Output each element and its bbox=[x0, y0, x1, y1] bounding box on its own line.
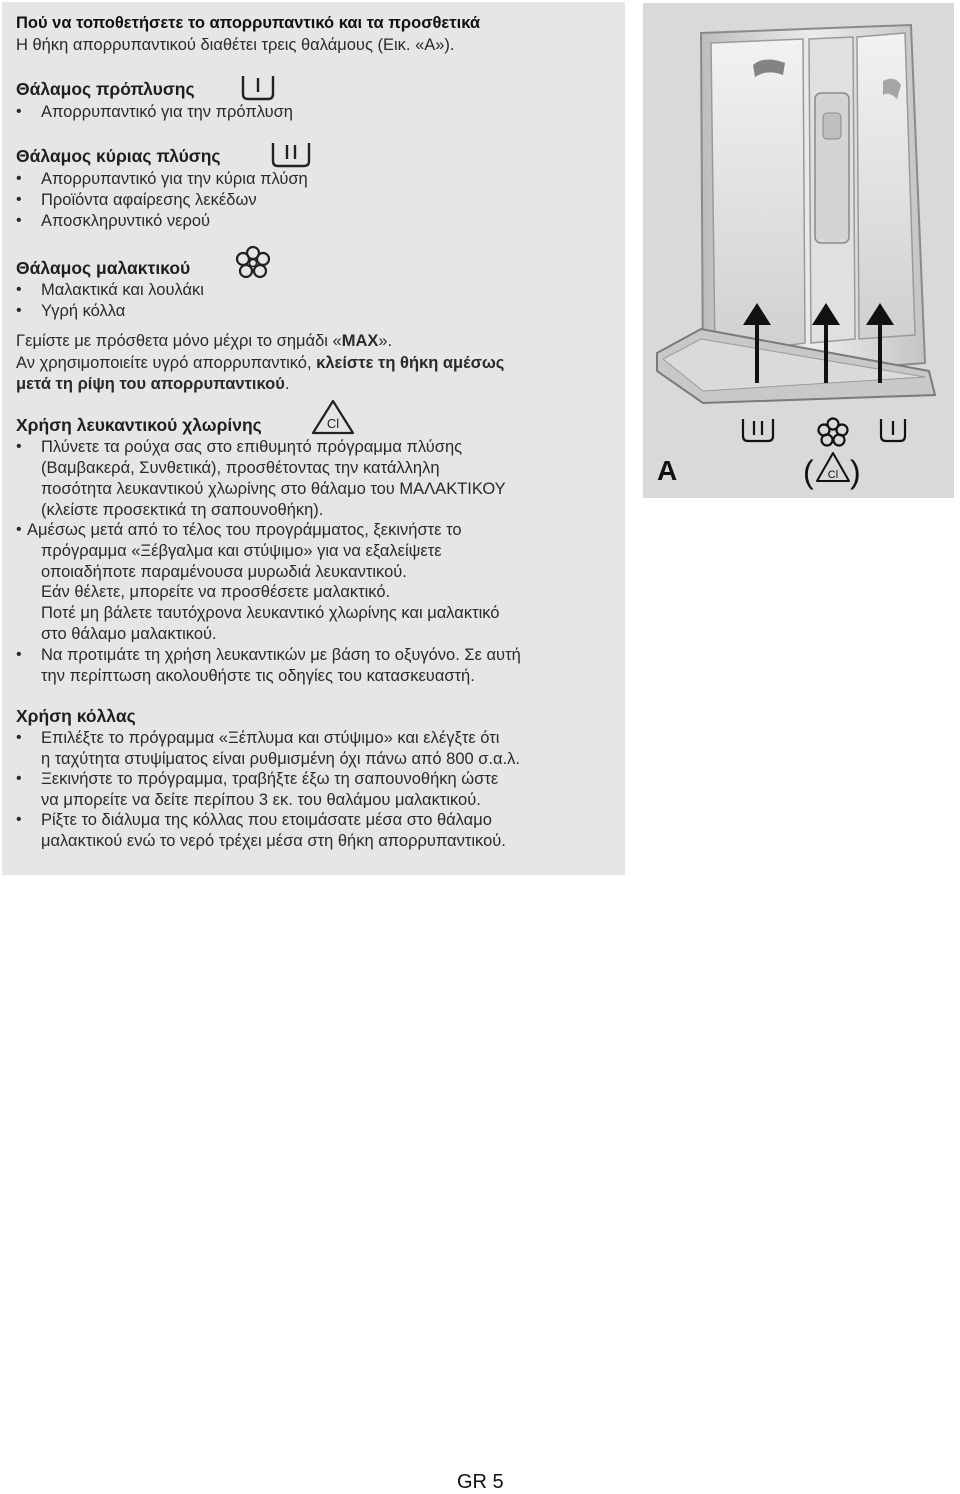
starch-text: μαλακτικού ενώ το νερό τρέχει μέσα στη θήκη απορρυπαντικού. bbox=[41, 832, 506, 850]
bullet: • bbox=[16, 646, 22, 663]
detergent-drawer-figure bbox=[643, 3, 954, 498]
list-item: Υγρή κόλλα bbox=[41, 302, 126, 320]
bullet: • bbox=[16, 103, 22, 120]
list-item: Απορρυπαντικό για την πρόπλυση bbox=[41, 103, 293, 121]
liquid-note-line2: μετά τη ρίψη του απορρυπαντικού. bbox=[16, 375, 290, 393]
intro-text: Η θήκη απορρυπαντικού διαθέτει τρεις θαλάμους (Εικ. «A»). bbox=[16, 36, 455, 54]
chlorine-triangle-icon bbox=[310, 398, 356, 436]
bleach-text: (κλείστε προσεκτικά τη σαπουνοθήκη). bbox=[41, 501, 324, 519]
bleach-text: Αμέσως μετά από το τέλος του προγράμματος, ξεκινήστε το bbox=[27, 521, 462, 539]
bullet: • bbox=[16, 521, 22, 538]
starch-text: η ταχύτητα στυψίματος είναι ρυθμισμένη όχι πάνω από 800 σ.α.λ. bbox=[41, 750, 521, 768]
svg-text:(: ( bbox=[803, 454, 814, 490]
bullet: • bbox=[16, 212, 22, 229]
starch-heading: Χρήση κόλλας bbox=[16, 706, 136, 726]
bleach-heading: Χρήση λευκαντικού χλωρίνης bbox=[16, 415, 262, 435]
list-item: Προϊόντα αφαίρεσης λεκέδων bbox=[41, 191, 257, 209]
page-title: Πού να τοποθετήσετε το απορρυπαντικό και τα προσθετικά bbox=[16, 14, 480, 32]
svg-text:Cl: Cl bbox=[326, 416, 340, 431]
softener-heading: Θάλαμος μαλακτικού bbox=[16, 258, 191, 278]
figure-label: A bbox=[657, 455, 678, 486]
page-number: GR 5 bbox=[457, 1471, 504, 1493]
prewash-compartment-icon bbox=[240, 72, 276, 102]
bleach-text: Πλύνετε τα ρούχα σας στο επιθυμητό πρόγραμμα πλύσης bbox=[41, 438, 463, 456]
list-item: Απορρυπαντικό για την κύρια πλύση bbox=[41, 170, 308, 188]
bullet: • bbox=[16, 811, 22, 828]
bleach-text: Εάν θέλετε, μπορείτε να προσθέσετε μαλακτικό. bbox=[41, 583, 391, 601]
svg-text:): ) bbox=[850, 454, 861, 490]
list-item: Μαλακτικά και λουλάκι bbox=[41, 281, 204, 299]
bullet: • bbox=[16, 170, 22, 187]
bullet: • bbox=[16, 191, 22, 208]
flower-softener-icon bbox=[235, 245, 271, 281]
starch-text: να μπορείτε να δείτε περίπου 3 εκ. του θαλάμου μαλακτικού. bbox=[41, 791, 481, 809]
bullet: • bbox=[16, 770, 22, 787]
liquid-note-line1: Αν χρησιμοποιείτε υγρό απορρυπαντικό, κλείστε τη θήκη αμέσως bbox=[16, 354, 505, 372]
bullet: • bbox=[16, 438, 22, 455]
starch-text: Ξεκινήστε το πρόγραμμα, τραβήξτε έξω τη σαπουνοθήκη ώστε bbox=[41, 770, 499, 788]
mainwash-heading: Θάλαμος κύριας πλύσης bbox=[16, 146, 221, 166]
fill-note: Γεμίστε με πρόσθετα μόνο μέχρι το σημάδι «MAX». bbox=[16, 332, 393, 350]
bleach-text: Να προτιμάτε τη χρήση λευκαντικών με βάση το οξυγόνο. Σε αυτή bbox=[41, 646, 521, 664]
svg-text:Cl: Cl bbox=[827, 469, 839, 481]
bleach-text: την περίπτωση ακολουθήστε τις οδηγίες του κατασκευαστή. bbox=[41, 667, 475, 685]
bleach-text: οποιαδήποτε παραμένουσα μυρωδιά λευκαντικού. bbox=[41, 563, 407, 581]
starch-text: Επιλέξτε το πρόγραμμα «Ξέπλυμα και στύψιμο» και ελέγξτε ότι bbox=[41, 729, 500, 747]
chlorine-triangle-icon bbox=[803, 453, 861, 490]
mainwash-compartment-icon bbox=[270, 139, 312, 169]
bullet: • bbox=[16, 729, 22, 746]
bleach-text: Ποτέ μη βάλετε ταυτόχρονα λευκαντικό χλωρίνης και μαλακτικό bbox=[41, 604, 500, 622]
list-item: Αποσκληρυντικό νερού bbox=[41, 212, 211, 230]
bullet: • bbox=[16, 302, 22, 319]
bleach-text: στο θάλαμο μαλακτικού. bbox=[41, 625, 217, 643]
detergent-drawer-illustration bbox=[643, 3, 954, 498]
starch-text: Ρίξτε το διάλυμα της κόλλας που ετοιμάσατε μέσα στο θάλαμο bbox=[41, 811, 492, 829]
bleach-text: πρόγραμμα «Ξέβγαλμα και στύψιμο» για να εξαλείψετε bbox=[41, 542, 442, 560]
prewash-heading: Θάλαμος πρόπλυσης bbox=[16, 79, 195, 99]
bleach-text: ποσότητα λευκαντικού χλωρίνης στο θάλαμο του ΜΑΛΑΚΤΙΚΟΥ bbox=[41, 480, 506, 498]
bleach-text: (Βαμβακερά, Συνθετικά), προσθέτοντας την κατάλληλη bbox=[41, 459, 440, 477]
bullet: • bbox=[16, 281, 22, 298]
